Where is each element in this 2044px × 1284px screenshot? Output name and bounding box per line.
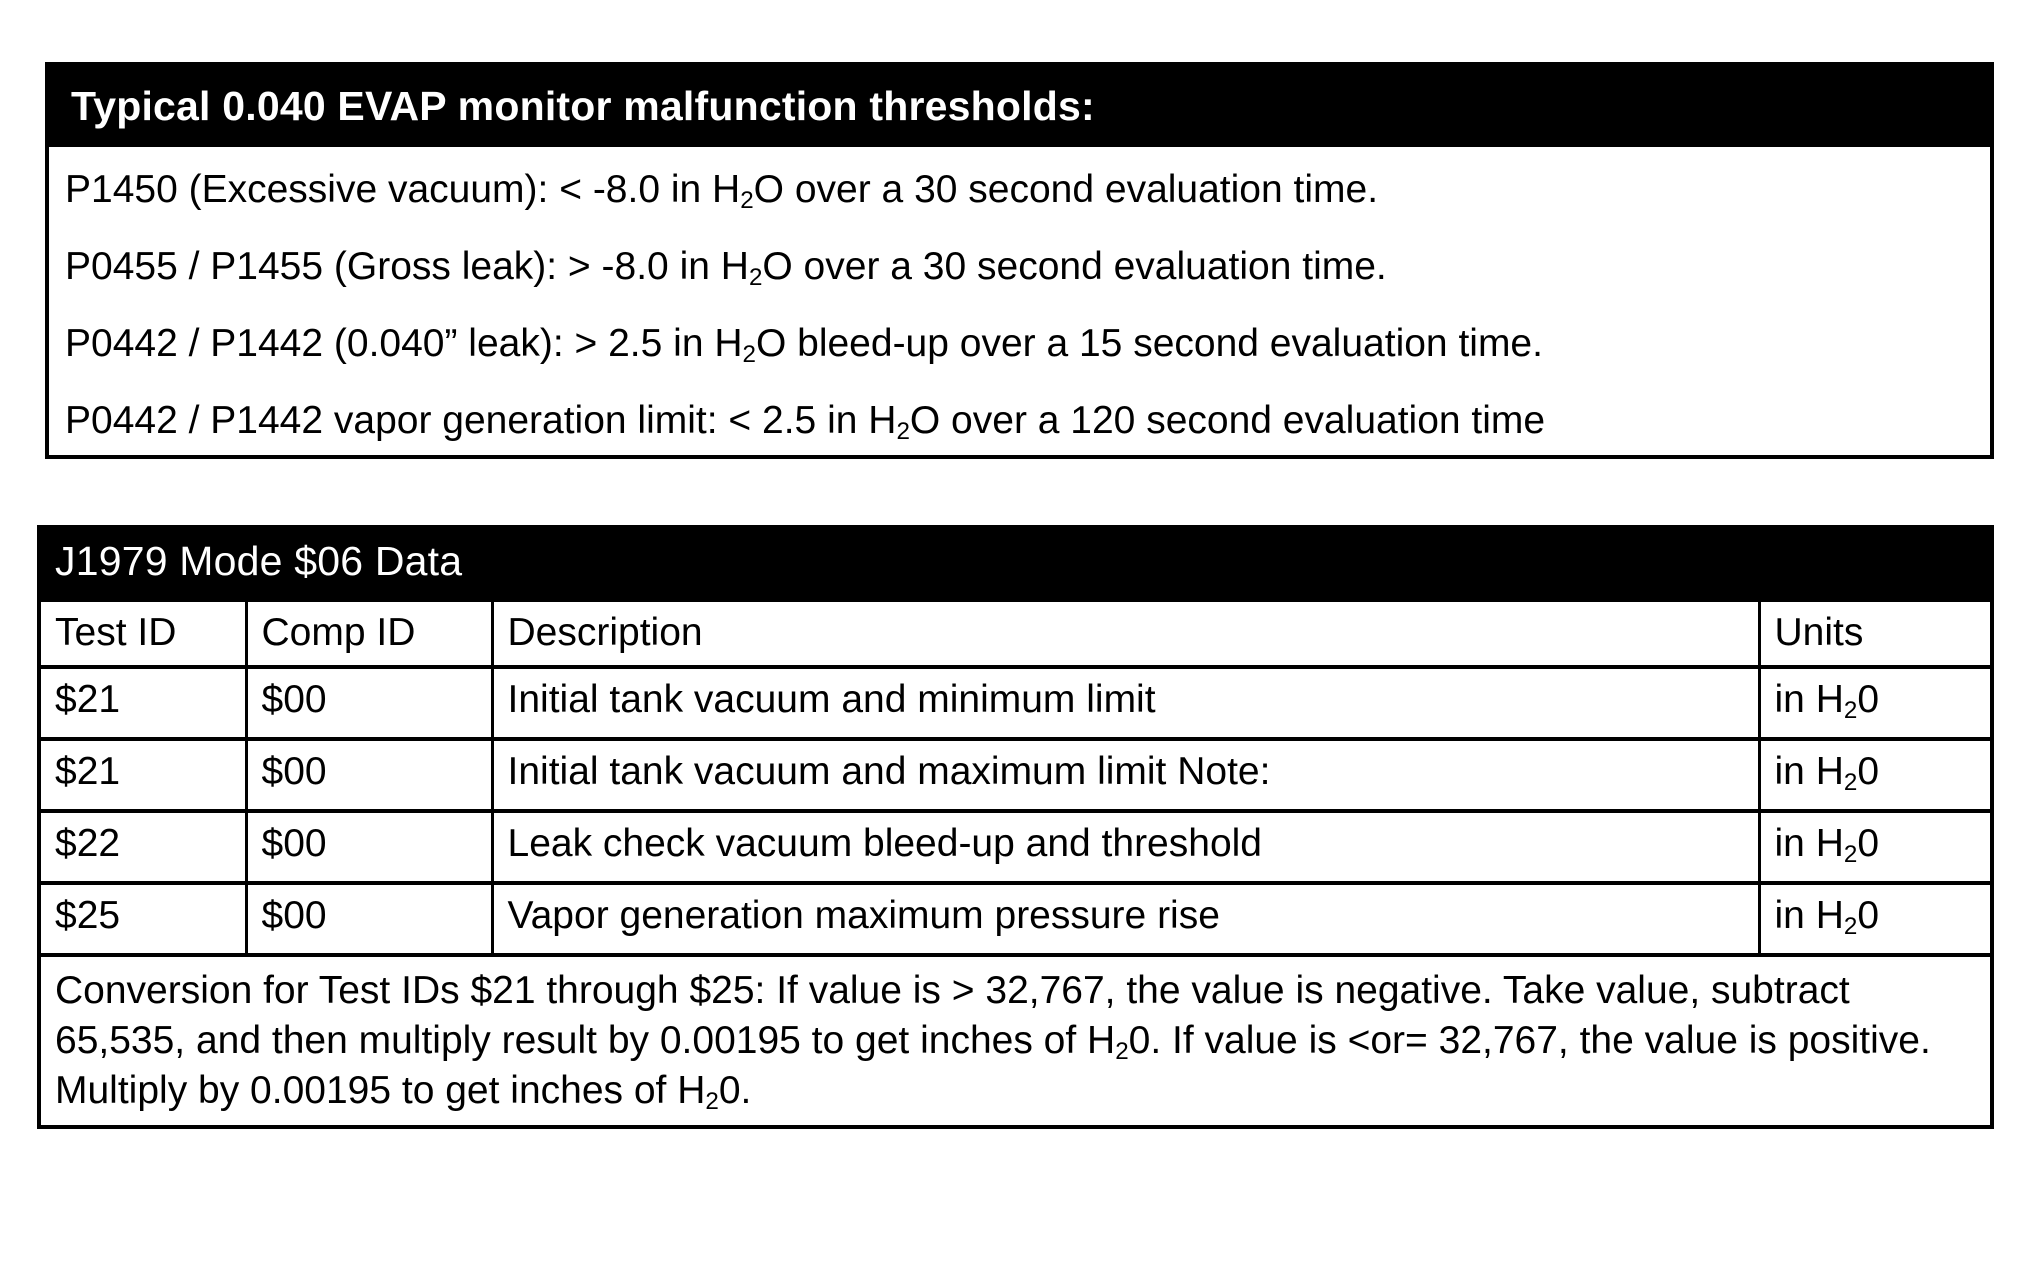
thresholds-title: Typical 0.040 EVAP monitor malfunction thresholds:	[71, 83, 1095, 129]
cell-units: in $H_20$	[1759, 739, 1992, 811]
conversion-note-row	[39, 955, 1992, 1127]
table-row	[39, 811, 1992, 883]
cell-comp-id: $00	[246, 883, 492, 955]
cell-test-id: $21	[39, 667, 246, 739]
cell-comp-id: $00	[246, 667, 492, 739]
table-title-row	[39, 527, 1992, 600]
cell-units: in $H_20$	[1759, 811, 1992, 883]
conversion-note: Conversion for Test IDs $21 through $25: If value is > 32,767, the value is negative. Take value, subtract 65,535, and then multiply result by 0.00195 to get inches of $H_20$. If value is <or= 32,767, the value is positive. Multiply by 0.00195 to get inches of $H_20$.	[39, 955, 1992, 1127]
column-header-row	[39, 600, 1992, 667]
cell-description: Initial tank vacuum and minimum limit	[492, 667, 1759, 739]
cell-test-id: $25	[39, 883, 246, 955]
table-row	[39, 883, 1992, 955]
thresholds-body	[49, 147, 1990, 445]
table-row	[39, 739, 1992, 811]
cell-description: Vapor generation maximum pressure rise	[492, 883, 1759, 955]
mode06-section	[37, 525, 1994, 1129]
column-header-description: Description	[492, 600, 1759, 667]
cell-test-id: $22	[39, 811, 246, 883]
threshold-line-p0442-vapor: P0442 / P1442 vapor generation limit: < 2.5 in $H_2O$ over a 120 second evaluation time	[65, 399, 1546, 445]
cell-description: Leak check vacuum bleed-up and threshold	[492, 811, 1759, 883]
cell-comp-id: $00	[246, 739, 492, 811]
cell-units: in $H_20$	[1759, 883, 1992, 955]
cell-description: Initial tank vacuum and maximum limit Note:	[492, 739, 1759, 811]
cell-test-id: $21	[39, 739, 246, 811]
cell-comp-id: $00	[246, 811, 492, 883]
thresholds-title-bar	[49, 66, 1990, 147]
threshold-line-p0455: P0455 / P1455 (Gross leak): > -8.0 in $H_2O$ over a 30 second evaluation time.	[65, 245, 1387, 291]
cell-units: in $H_20$	[1759, 667, 1992, 739]
threshold-line-p0442-leak: P0442 / P1442 (0.040” leak): > 2.5 in $H_2O$ bleed-up over a 15 second evaluation time.	[65, 322, 1543, 368]
thresholds-box	[45, 62, 1994, 459]
column-header-comp-id: Comp ID	[246, 600, 492, 667]
table-title: J1979 Mode $06 Data	[39, 527, 1992, 600]
mode06-table	[37, 525, 1994, 1129]
threshold-line-p1450: P1450 (Excessive vacuum): < -8.0 in $H_2O$ over a 30 second evaluation time.	[65, 168, 1379, 214]
column-header-test-id: Test ID	[39, 600, 246, 667]
column-header-units: Units	[1759, 600, 1992, 667]
table-row	[39, 667, 1992, 739]
